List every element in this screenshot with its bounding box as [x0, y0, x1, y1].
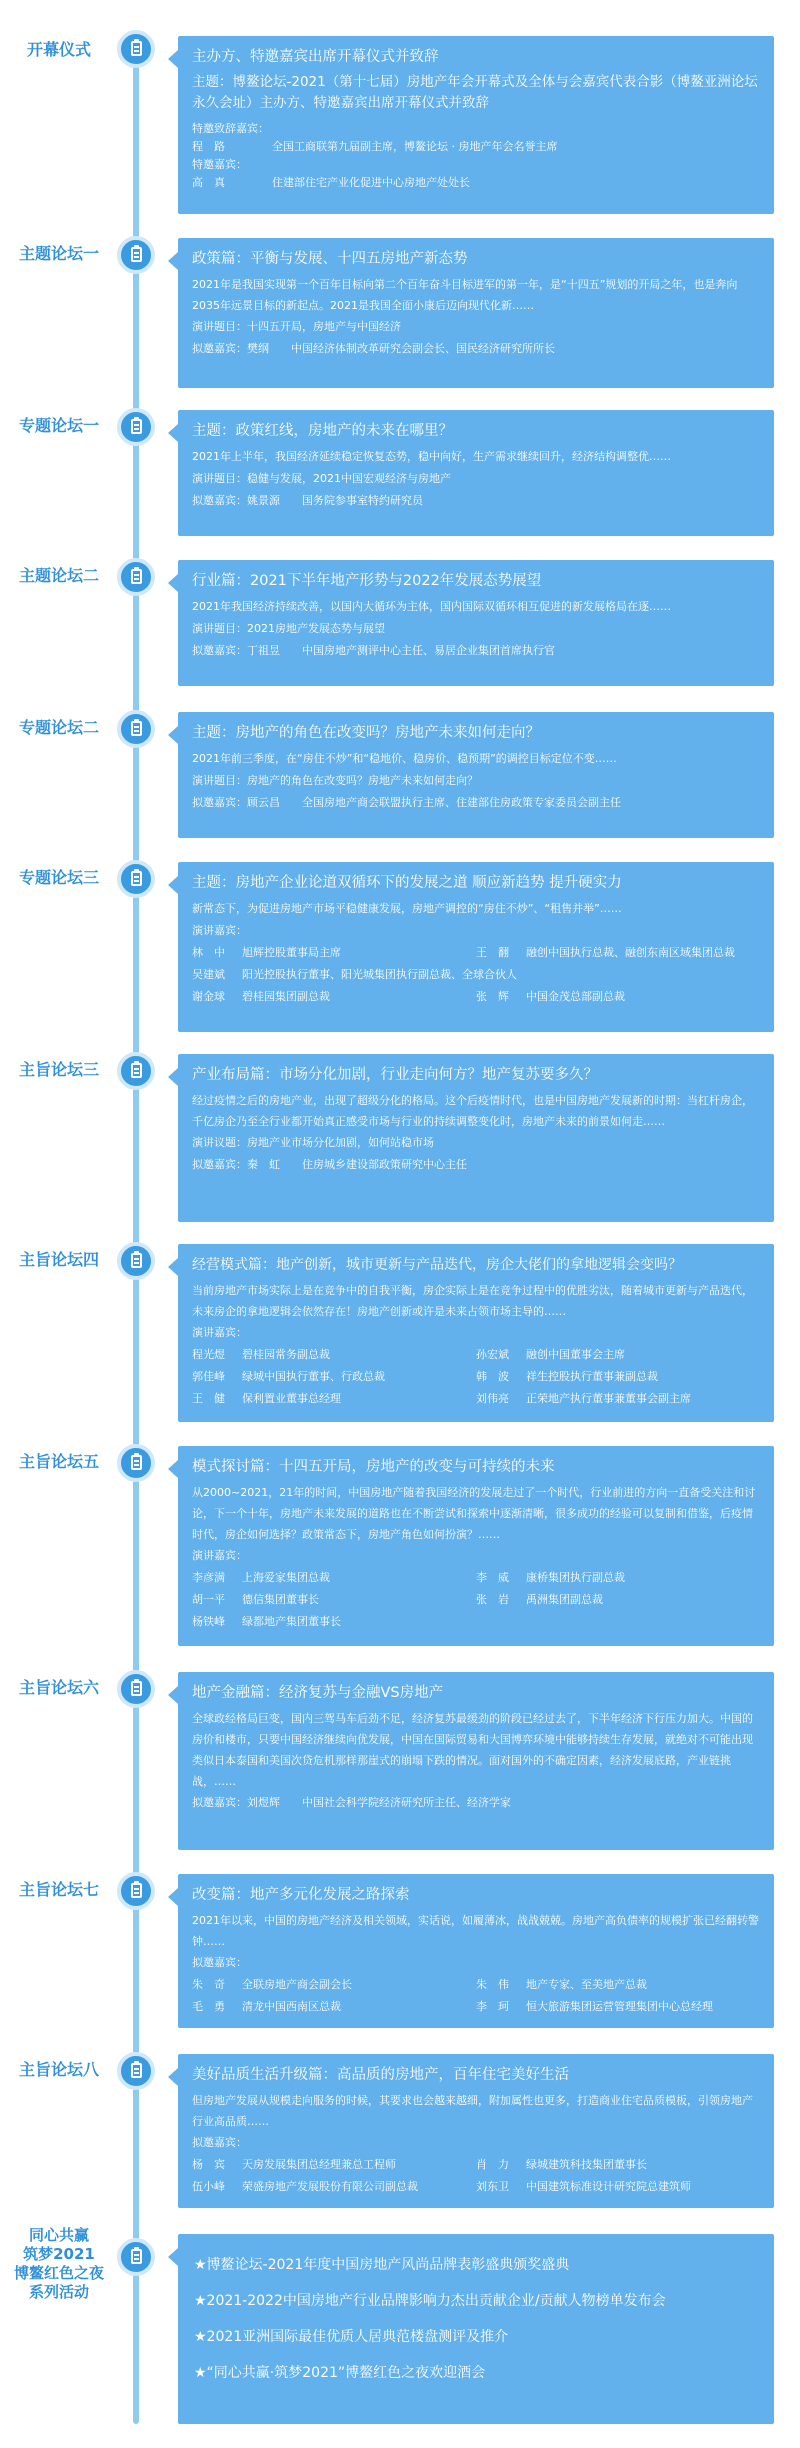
card-title: 行业篇：2021下半年地产形势与2022年发展态势展望: [192, 573, 542, 589]
guest-cell: [476, 1344, 760, 1366]
guest-grid: [192, 1344, 760, 1410]
guest-name: 刘伟亮: [476, 1392, 509, 1405]
clipboard-icon: [117, 408, 155, 446]
guest-cell: [476, 1996, 760, 2018]
invited-label: 特邀致辞嘉宾：: [192, 122, 269, 135]
card-title: 主题：政策红线，房地产的未来在哪里？: [192, 423, 453, 439]
clipboard-icon: [117, 710, 155, 748]
card-title: 主办方、特邀嘉宾出席开幕仪式并致辞: [192, 49, 439, 65]
guest-role: 碧桂园常务副总裁: [242, 1348, 330, 1361]
keynote3-card: [178, 1054, 774, 1222]
guest-name: 朱 奇: [192, 1978, 225, 1991]
guest-cell: [192, 2154, 476, 2176]
card-desc: 经过疫情之后的房地产业，出现了超级分化的格局。这个后疫情时代，也是中国房地产发展新的时期：当杠杆房企，千亿房企乃至全行业都开始真正感受市场与行业的持续调整变化时，房地产未来的前景如何走……: [192, 1094, 753, 1128]
card-topic: 演讲题目：十四五开局，房地产与中国经济: [192, 320, 401, 333]
clipboard-icon: [117, 1444, 155, 1482]
guest-name: 伍小峰: [192, 2180, 225, 2193]
guest-name: 张 岩: [476, 1593, 509, 1606]
guest-name: 杨 宾: [192, 2158, 225, 2171]
guest-name: 刘东卫: [476, 2180, 509, 2193]
special1-card: [178, 410, 774, 536]
clipboard-icon: [117, 1242, 155, 1280]
clipboard-icon: [117, 2238, 155, 2276]
guest-role: 清龙中国西南区总裁: [242, 2000, 341, 2013]
guest-label: 演讲嘉宾：: [192, 924, 247, 937]
keynote6-card: [178, 1672, 774, 1850]
guest-role: 中国金茂总部副总裁: [526, 990, 625, 1003]
section-label: 主旨论坛八: [18, 2060, 99, 2079]
guest-cell: [476, 1388, 760, 1410]
guest-cell: [476, 1567, 760, 1589]
card-guest: 拟邀嘉宾：樊纲 中国经济体制改革研究会副会长、国民经济研究所所长: [192, 342, 555, 355]
guest-role: 绿城中国执行董事、行政总裁: [242, 1370, 385, 1383]
card-desc: 但房地产发展从规模走向服务的时候，其要求也会越来越细，附加属性也更多，打造商业住宅品质模板，引领房地产行业高品质……: [192, 2094, 753, 2128]
guest-role: 全联房地产商会副会长: [242, 1978, 352, 1991]
section-label: 专题论坛一: [18, 416, 99, 435]
section-label: 主题论坛二: [18, 566, 99, 585]
section-label: 开幕仪式: [26, 40, 91, 59]
guest-cell: [192, 1344, 476, 1366]
activity-item: ★2021亚洲国际最佳优质人居典范楼盘测评及推介: [194, 2329, 509, 2345]
guest-role: 住建部住宅产业化促进中心房地产处处长: [272, 176, 470, 189]
opening-card: [178, 36, 774, 214]
card-title: 政策篇：平衡与发展、十四五房地产新态势: [192, 251, 468, 267]
card-desc: 2021年我国经济持续改善，以国内大循环为主体，国内国际双循环相互促进的新发展格局在逐……: [192, 600, 671, 613]
card-topic: 演讲题目：2021房地产发展态势与展望: [192, 622, 385, 635]
guest-cell: [476, 1366, 760, 1388]
clipboard-icon: [117, 558, 155, 596]
card-title: 改变篇：地产多元化发展之路探索: [192, 1887, 410, 1903]
keynote8-card: [178, 2054, 774, 2208]
guest-name: 张 辉: [476, 990, 509, 1003]
section-label: 主旨论坛七: [18, 1880, 99, 1899]
card-desc: 全球政经格局巨变，国内三驾马车后劲不足，经济复苏最缓劲的阶段已经过去了，下半年经济下行压力加大。中国的房价和楼市，只要中国经济继续向优发展，中国在国际贸易和大国博弈环境中能够持续生存发展，就绝对不可能出现类似日本泰国和美国次贷危机那样那崖式的崩塌下跌的情况。面对国外的不确定因素，经济发展底路，产业链挑战，……: [192, 1712, 753, 1788]
guest-cell: [476, 986, 760, 1008]
section-label: 主题论坛一: [18, 244, 99, 263]
guest-role: 康桥集团执行副总裁: [526, 1571, 625, 1584]
guest-cell: [192, 1974, 476, 1996]
card-desc: 从2000~2021，21年的时间，中国房地产随着我国经济的发展走过了一个时代，行业前进的方向一直备受关注和讨论，下一个十年，房地产未来发展的道路也在不断尝试和探索中逐渐清晰，很多成功的经验可以复制和借鉴，后疫情时代，房企如何选择？政策常态下，房地产角色如何扮演？……: [192, 1486, 756, 1541]
section-label: 专题论坛三: [18, 868, 99, 887]
special2-card: [178, 712, 774, 838]
guest-name: 胡一平: [192, 1593, 225, 1606]
guest-cell: [192, 1589, 476, 1611]
guest-cell: [192, 986, 476, 1008]
guest-cell: [192, 1388, 476, 1410]
guest-cell: [192, 1366, 476, 1388]
guest-cell: [192, 942, 476, 964]
guest-role: 地产专家、至美地产总裁: [526, 1978, 647, 1991]
card-desc: 当前房地产市场实际上是在竞争中的自我平衡，房企实际上是在竞争过程中的优胜劣汰，随着城市更新与产品迭代，未来房企的拿地逻辑会依然存在！房地产创新或许是未来占领市场主导的……: [192, 1284, 753, 1318]
card-desc: 新常态下，为促进房地产市场平稳健康发展，房地产调控的“房住不炒”、“租售并举”……: [192, 902, 622, 915]
guest-name: 林 中: [192, 946, 225, 959]
guest-name: 高 真: [192, 176, 225, 189]
section-label: 主旨论坛六: [18, 1678, 99, 1697]
guest-cell: [476, 1974, 760, 1996]
guest-label: 演讲嘉宾：: [192, 1326, 247, 1339]
guest-cell: [192, 1567, 476, 1589]
clipboard-icon: [117, 1872, 155, 1910]
guest-name: 杨铁峰: [192, 1615, 225, 1628]
card-desc: 2021年以来，中国的房地产经济及相关领域，实话说，如履薄冰，战战兢兢。房地产高负债率的规模扩张已经翻转警钟……: [192, 1914, 759, 1948]
section-label: 同心共赢 筑梦2021 博鳌红色之夜 系列活动: [13, 2226, 104, 2301]
clipboard-icon: [117, 236, 155, 274]
card-desc: 2021年前三季度，在“房住不炒”和“稳地价、稳房价、稳预期”的调控目标定位不变……: [192, 752, 617, 765]
guest-grid: [192, 2154, 760, 2198]
guest-name: 肖 力: [476, 2158, 509, 2171]
guest-name: 李彦满: [192, 1571, 225, 1584]
guest-grid: [192, 942, 760, 1008]
section-label: 专题论坛二: [18, 718, 99, 737]
guest-cell: [192, 1996, 476, 2018]
card-title: 主题：房地产的角色在改变吗？房地产未来如何走向？: [192, 725, 540, 741]
card-title: 经营模式篇：地产创新，城市更新与产品迭代，房企大佬们的拿地逻辑会变吗？: [192, 1257, 682, 1273]
forum2-card: [178, 560, 774, 686]
guest-row: [192, 138, 760, 156]
card-guest: 拟邀嘉宾：丁祖昱 中国房地产测评中心主任、易居企业集团首席执行官: [192, 644, 555, 657]
guest-name: 王 翻: [476, 946, 509, 959]
activity-item: ★“同心共赢·筑梦2021”博鳌红色之夜欢迎酒会: [194, 2365, 486, 2381]
guest-cell: [476, 2176, 760, 2198]
guest-row: [192, 174, 760, 192]
guest-role: 旭辉控股董事局主席: [242, 946, 341, 959]
guest-cell: [476, 2154, 760, 2176]
clipboard-icon: [117, 2052, 155, 2090]
card-topic: 演讲题目：房地产的角色在改变吗？房地产未来如何走向？: [192, 774, 478, 787]
guest-name: 孙宏斌: [476, 1348, 509, 1361]
guest-role: 德信集团董事长: [242, 1593, 319, 1606]
guest-name: 毛 勇: [192, 2000, 225, 2013]
guest-role: 碧桂园集团副总裁: [242, 990, 330, 1003]
guest-name: 李 威: [476, 1571, 509, 1584]
guest-role: 绿都地产集团董事长: [242, 1615, 341, 1628]
clipboard-icon: [117, 1670, 155, 1708]
card-topic: 演讲议题：房地产业市场分化加剧，如何站稳市场: [192, 1136, 434, 1149]
guest-name: 谢金球: [192, 990, 225, 1003]
guest-cell: [192, 964, 760, 986]
card-desc: 2021年上半年，我国经济延续稳定恢复态势，稳中向好，生产需求继续回升，经济结构调整优……: [192, 450, 671, 463]
guest-name: 吴建斌: [192, 968, 225, 981]
guest-role: 正荣地产执行董事兼董事会副主席: [526, 1392, 691, 1405]
guest-role: 恒大旅游集团运营管理集团中心总经理: [526, 2000, 713, 2013]
activity-item: ★2021-2022中国房地产行业品牌影响力杰出贡献企业/贡献人物榜单发布会: [194, 2293, 666, 2309]
section-label: 主旨论坛五: [18, 1452, 99, 1471]
forum1-card: [178, 238, 774, 388]
guest-role: 中国建筑标准设计研究院总建筑师: [526, 2180, 691, 2193]
guest-name: 韩 波: [476, 1370, 509, 1383]
guest-role: 全国工商联第九届副主席，博鳌论坛 · 房地产年会名誉主席: [272, 140, 558, 153]
guest-cell: [192, 2176, 476, 2198]
guest-name: 程 路: [192, 140, 225, 153]
guest-name: 朱 伟: [476, 1978, 509, 1991]
card-title: 产业布局篇：市场分化加剧，行业走向何方？地产复苏要多久？: [192, 1067, 598, 1083]
guest-role: 上海爱家集团总裁: [242, 1571, 330, 1584]
guest-name: 王 健: [192, 1392, 225, 1405]
guest-role: 祥生控股执行董事兼副总裁: [526, 1370, 658, 1383]
card-guest: 拟邀嘉宾：秦 虹 住房城乡建设部政策研究中心主任: [192, 1158, 467, 1171]
guest-cell: [476, 1589, 760, 1611]
guest-name: 郭佳峰: [192, 1370, 225, 1383]
guest-role: 荣盛房地产发展股份有限公司副总裁: [242, 2180, 418, 2193]
card-guest: 拟邀嘉宾：顾云昌 全国房地产商会联盟执行主席、住建部住房政策专家委员会副主任: [192, 796, 621, 809]
card-title: 美好品质生活升级篇：高品质的房地产，百年住宅美好生活: [192, 2067, 569, 2083]
special3-card: [178, 862, 774, 1032]
guest-cell: [192, 1611, 476, 1633]
special-label: 特邀嘉宾：: [192, 158, 247, 171]
guest-cell: [476, 942, 760, 964]
guest-role: 保利置业董事总经理: [242, 1392, 341, 1405]
card-guest: 拟邀嘉宾：姚景源 国务院参事室特约研究员: [192, 494, 423, 507]
section-label: 主旨论坛四: [18, 1250, 99, 1269]
guest-name: 程光煜: [192, 1348, 225, 1361]
guest-label: 演讲嘉宾：: [192, 1549, 247, 1562]
guest-role: 融创中国执行总裁、融创东南区域集团总裁: [526, 946, 735, 959]
guest-role: 天房发展集团总经理兼总工程师: [242, 2158, 396, 2171]
guest-grid: [192, 1567, 760, 1633]
section-label: 主旨论坛三: [18, 1060, 99, 1079]
guest-role: 融创中国董事会主席: [526, 1348, 625, 1361]
card-subtitle: 主题：博鳌论坛-2021（第十七届）房地产年会开幕式及全体与会嘉宾代表合影（博鳌亚洲论坛永久会址）主办方、特邀嘉宾出席开幕仪式并致辞: [192, 74, 758, 111]
finale-card: [178, 2234, 774, 2424]
card-desc: 2021年是我国实现第一个百年目标向第二个百年奋斗目标进军的第一年，是“十四五”规划的开局之年，也是奔向2035年远景目标的新起点。2021是我国全面小康后迈向现代化新……: [192, 278, 738, 312]
activity-item: ★博鳌论坛-2021年度中国房地产风尚品牌表彰盛典颁奖盛典: [194, 2257, 570, 2273]
guest-grid: [192, 1974, 760, 2018]
card-title: 模式探讨篇：十四五开局，房地产的改变与可持续的未来: [192, 1459, 555, 1475]
guest-label: 拟邀嘉宾：: [192, 1956, 247, 1969]
keynote5-card: [178, 1446, 774, 1646]
card-title: 主题：房地产企业论道双循环下的发展之道 顺应新趋势 提升硬实力: [192, 875, 622, 891]
guest-name: 李 珂: [476, 2000, 509, 2013]
keynote4-card: [178, 1244, 774, 1422]
clipboard-icon: [117, 1052, 155, 1090]
guest-role: 禹洲集团副总裁: [526, 1593, 603, 1606]
guest-label: 拟邀嘉宾：: [192, 2136, 247, 2149]
card-title: 地产金融篇：经济复苏与金融VS房地产: [192, 1685, 444, 1701]
guest-role: 阳光控股执行董事、阳光城集团执行副总裁、全球合伙人: [242, 968, 517, 981]
guest-role: 绿城建筑科技集团董事长: [526, 2158, 647, 2171]
card-topic: 演讲题目：稳健与发展，2021中国宏观经济与房地产: [192, 472, 451, 485]
card-guest: 拟邀嘉宾：刘煜辉 中国社会科学院经济研究所主任、经济学家: [192, 1796, 511, 1809]
clipboard-icon: [117, 30, 155, 68]
clipboard-icon: [117, 860, 155, 898]
keynote7-card: [178, 1874, 774, 2028]
